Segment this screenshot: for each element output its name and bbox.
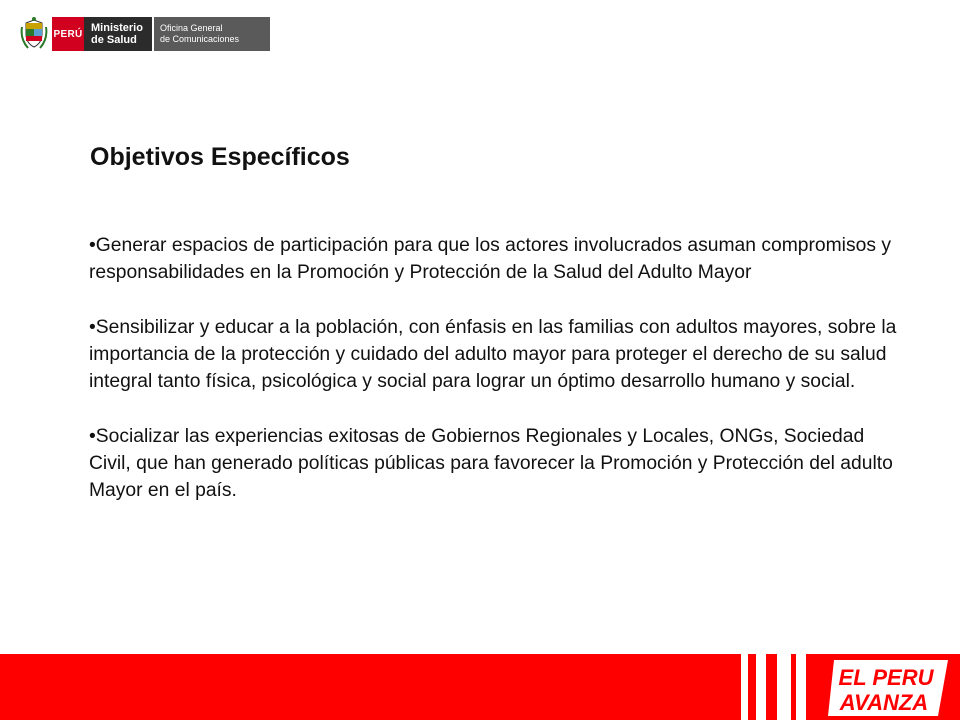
objective-item: •Sensibilizar y educar a la población, con énfasis en las familias con adultos mayores, sobre la importancia de la protección y cuidado del adulto mayor para proteger el derecho de su salud integral tanto física, psicológica y social para lograr un óptimo desarrollo humano y social. — [89, 317, 897, 392]
ministry-line-2: de Salud — [91, 34, 137, 46]
stripe — [796, 654, 806, 720]
footer-bar — [0, 654, 960, 720]
office-line-2: de Comunicaciones — [160, 34, 240, 44]
office-name — [154, 17, 270, 51]
objective-item: •Socializar las experiencias exitosas de Gobiernos Regionales y Locales, ONGs, Sociedad Civil, que han generado políticas públicas para favorecer la Promoción y Protección del adulto Mayor en el país. — [89, 426, 893, 501]
stripe — [777, 654, 791, 720]
office-line-1: Oficina General — [160, 23, 223, 33]
coat-of-arms-icon — [20, 17, 48, 51]
country-label: PERÚ — [52, 17, 84, 51]
stripe — [756, 654, 766, 720]
header-logo — [20, 17, 270, 51]
stripe — [741, 654, 748, 720]
slide-title: Objetivos Específicos — [90, 143, 350, 171]
slogan-line-1: EL PERU — [838, 665, 934, 690]
objectives-list — [89, 232, 909, 532]
slogan-line-2: AVANZA — [839, 690, 929, 715]
slogan-logo — [828, 660, 948, 716]
ministry-line-1: Ministerio — [91, 22, 143, 34]
objective-item: •Generar espacios de participación para que los actores involucrados asuman compromisos y responsabilidades en la Promoción y Protección de la Salud del Adulto Mayor — [89, 235, 891, 283]
ministry-name — [84, 17, 152, 51]
